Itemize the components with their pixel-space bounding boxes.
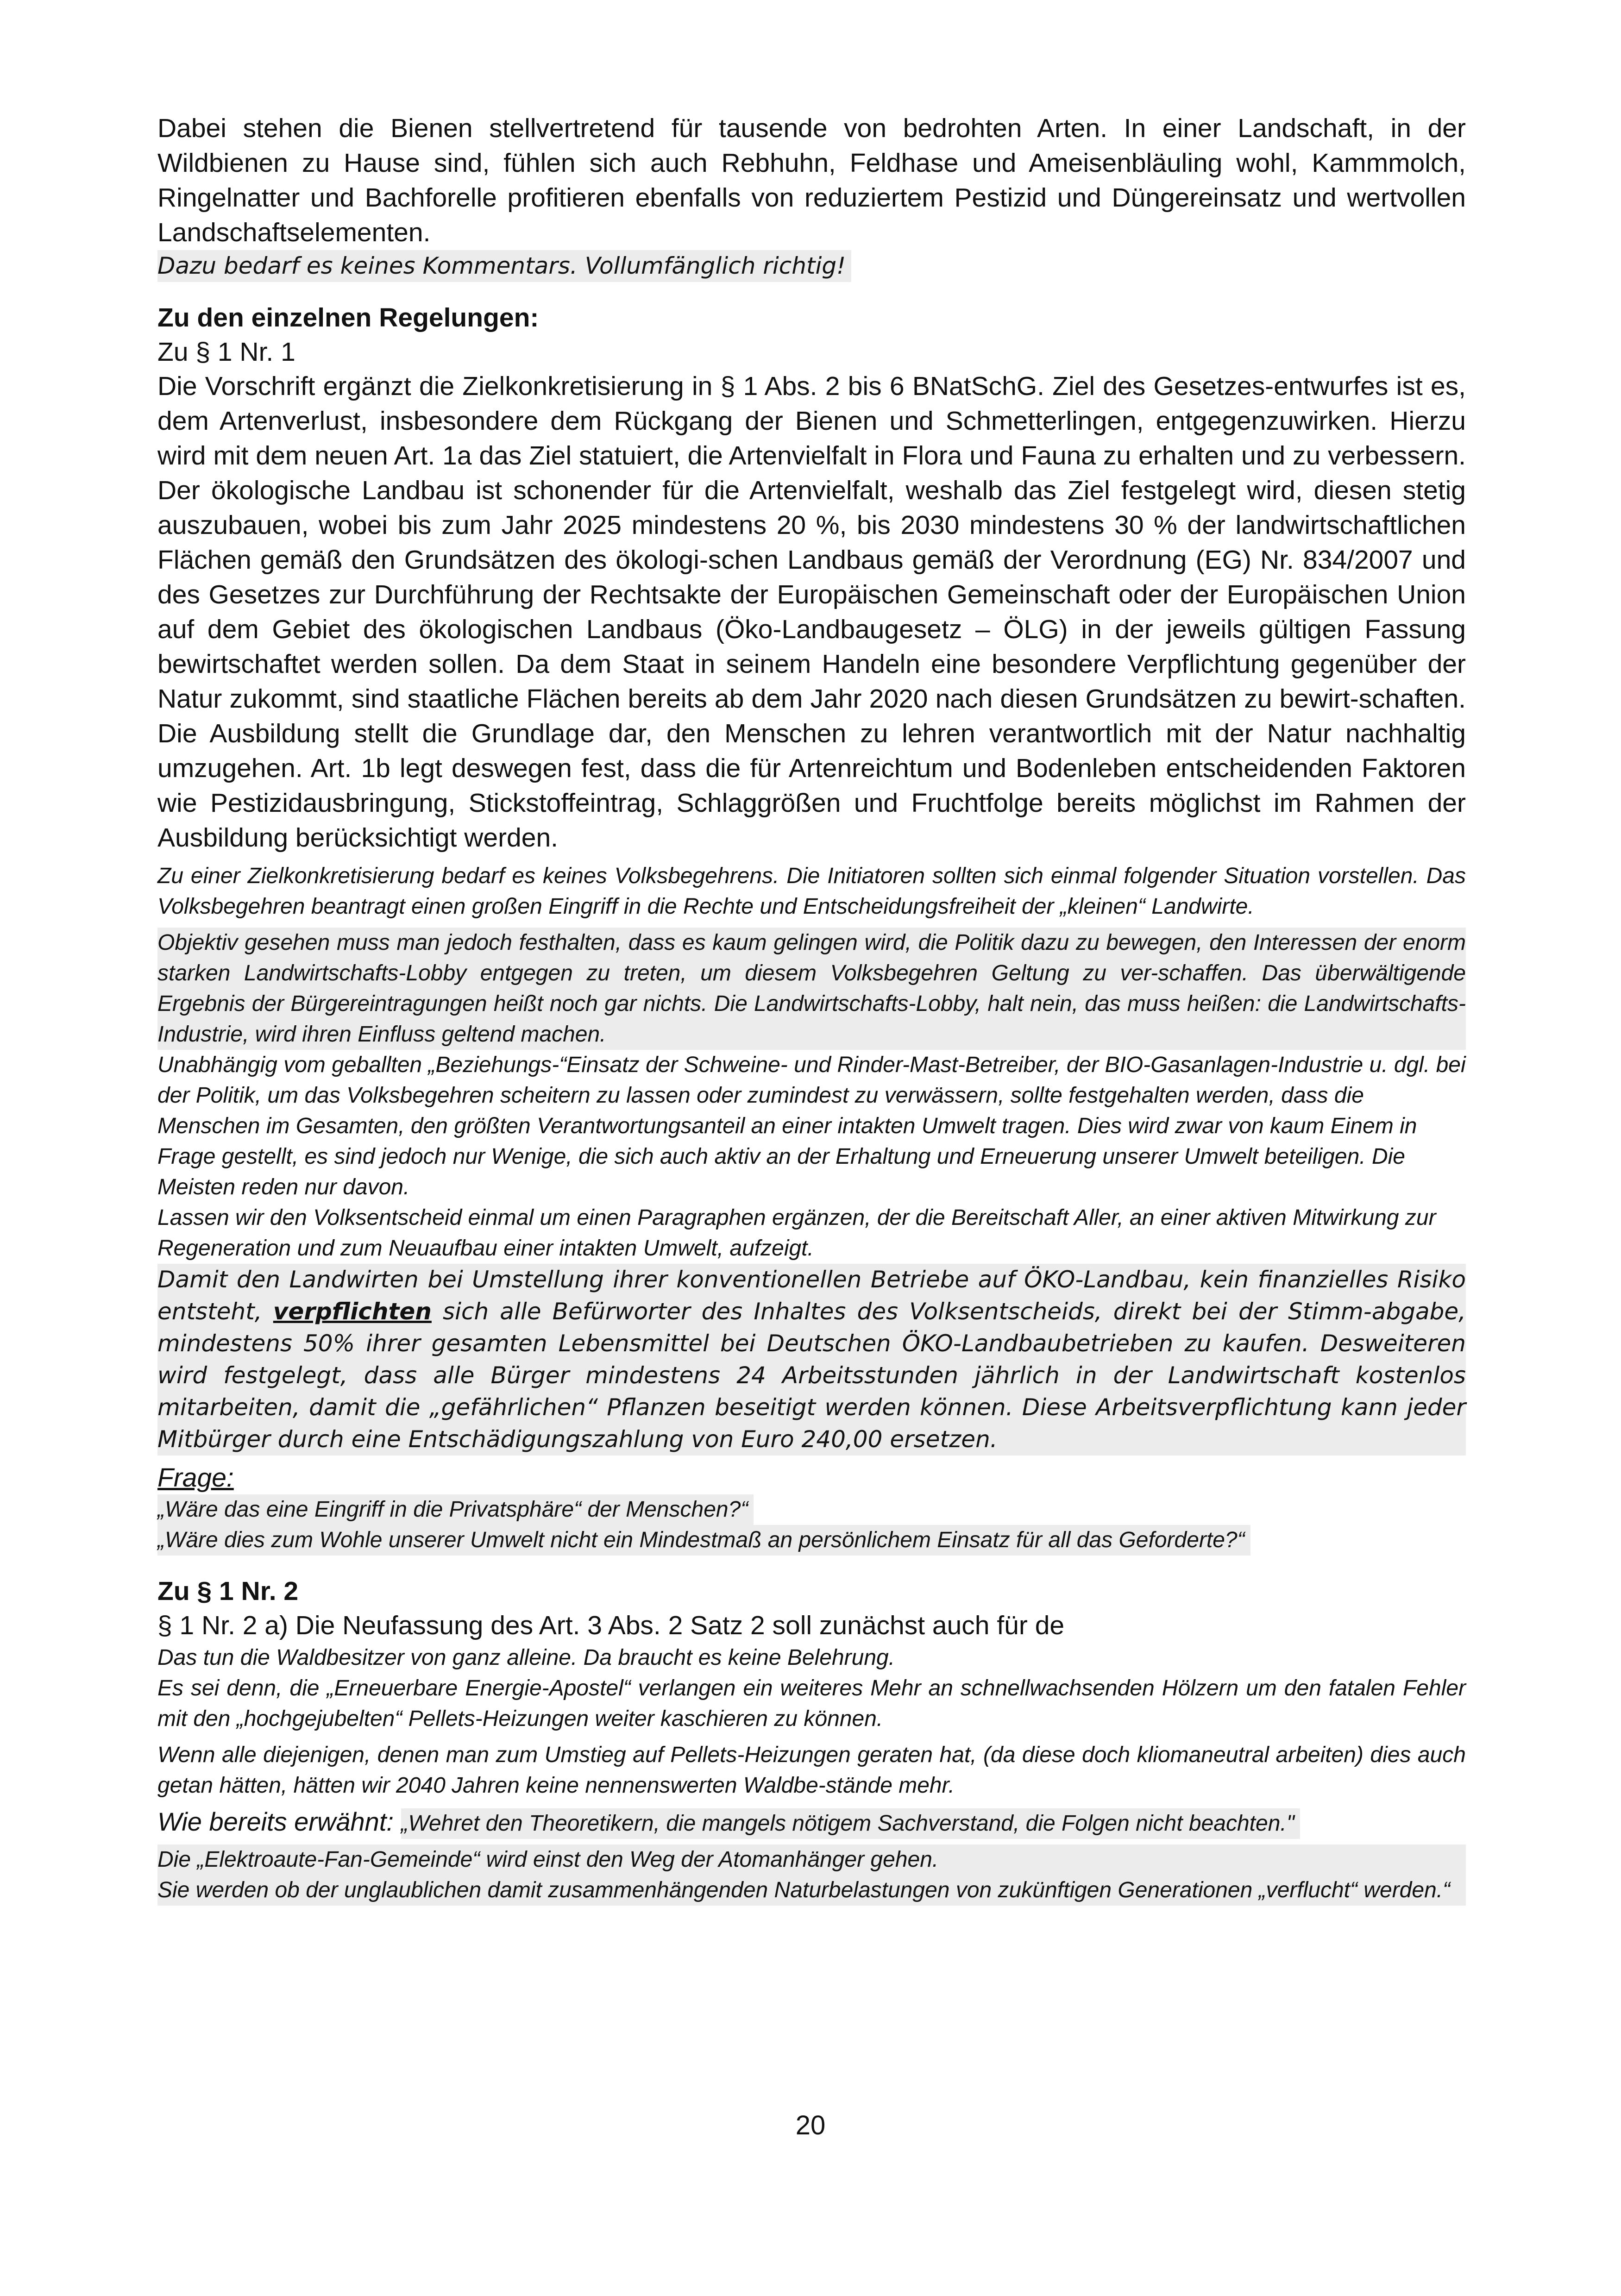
- emphasis-verpflichten: verpflichten: [273, 1298, 432, 1325]
- quote-lead: Wie bereits erwähnt:: [157, 1807, 401, 1836]
- comment-energie-apostel: Es sei denn, die „Erneuerbare Energie-Apostel“ verlangen ein weiteres Mehr an schnellwachsenden Hölzern um den fatalen Fehler mit den „hochgejubelten“ Pellets-Heizungen weiter kaschieren zu können.: [157, 1676, 1466, 1731]
- frage-label: Frage:: [157, 1463, 234, 1493]
- comment-elektroauto: Die „Elektroaute-Fan-Gemeinde“ wird einst den Weg der Atomanhänger gehen.: [157, 1844, 1466, 1875]
- comment-pellets: Wenn alle diejenigen, denen man zum Umstieg auf Pellets-Heizungen geraten hat, (da diese doch kliomaneutral arbeiten) dies auch getan hätten, hätten wir 2040 Jahren keine nennenswerten Waldbe-stände mehr.: [157, 1743, 1466, 1798]
- comment-waldbesitzer: Das tun die Waldbesitzer von ganz alleine. Da braucht es keine Belehrung.: [157, 1645, 895, 1670]
- comment-lobby: Objektiv gesehen muss man jedoch festhalten, dass es kaum gelingen wird, die Politik dazu zu bewegen, den Interessen der enorm starken Landwirtschafts-Lobby entgegen zu treten, um diesem Volksbegehren Geltung zu ver-schaffen. Das überwältigende Ergebnis der Bürgereintragungen heißt noch gar nichts. Die Landwirtschafts-Lobby, halt nein, das muss heißen: die Landwirtschafts-Industrie, wird ihren Einfluss geltend machen.: [157, 928, 1466, 1050]
- comment-paragraph-ergaenzung: Lassen wir den Volksentscheid einmal um einen Paragraphen ergänzen, der die Bereitschaft Aller, an einer aktiven Mitwirkung zur Regeneration und zum Neuaufbau einer intakten Umwelt, aufzeigt.: [157, 1205, 1436, 1261]
- comment-beziehungs-einsatz: Unabhängig vom geballten „Beziehungs-“Einsatz der Schweine- und Rinder-Mast-Betreiber, der BIO-Gasanlagen-Industrie u. dgl. bei der Politik, um das Volksbegehren scheitern zu lassen oder zumindest zu verwässern, sollte festgehalten werden, dass die Menschen im Gesamten, den größten Verantwortungsanteil an einer intakten Umwelt tragen. Dies wird zwar von kaum Einem in Frage gestellt, es sind jedoch nur Wenige, die sich auch aktiv an der Erhaltung und Erneuerung unserer Umwelt beteiligen. Die Meisten reden nur davon.: [157, 1053, 1466, 1199]
- quote-line: [157, 1807, 1466, 1839]
- frage-1: „Wäre das eine Eingriff in die Privatsphäre“ der Menschen?“: [157, 1494, 754, 1525]
- intro-comment: Dazu bedarf es keines Kommentars. Vollumfänglich richtig!: [157, 250, 851, 282]
- section-heading: Zu den einzelnen Regelungen:: [157, 303, 539, 332]
- section1-paragraph: Die Vorschrift ergänzt die Zielkonkretisierung in § 1 Abs. 2 bis 6 BNatSchG. Ziel des Gesetzes-entwurfes ist es, dem Artenverlust, insbesondere dem Rückgang der Bienen und Schmetterlingen, entgegenzuwirken. Hierzu wird mit dem neuen Art. 1a das Ziel statuiert, die Artenvielfalt in Flora und Fauna zu erhalten und zu verbessern. Der ökologische Landbau ist schonender für die Artenvielfalt, weshalb das Ziel festgelegt wird, diesen stetig auszubauen, wobei bis zum Jahr 2025 mindestens 20 %, bis 2030 mindestens 30 % der landwirtschaftlichen Flächen gemäß den Grundsätzen des ökologi-schen Landbaus gemäß der Verordnung (EG) Nr. 834/2007 und des Gesetzes zur Durchführung der Rechtsakte der Europäischen Gemeinschaft oder der Europäischen Union auf dem Gebiet des ökologischen Landbaus (Öko-Landbaugesetz – ÖLG) in der jeweils gültigen Fassung bewirtschaftet werden sollen. Da dem Staat in seinem Handeln eine besondere Verpflichtung gegenüber der Natur zukommt, sind staatliche Flächen bereits ab dem Jahr 2020 nach diesen Grundsätzen zu bewirt-schaften. Die Ausbildung stellt die Grundlage dar, den Menschen zu lehren verantwortlich mit der Natur nachhaltig umzugehen. Art. 1b legt deswegen fest, dass die für Artenreichtum und Bodenleben entscheidenden Faktoren wie Pestizidausbringung, Stickstoffeintrag, Schlaggrößen und Fruchtfolge bereits möglichst im Rahmen der Ausbildung berücksichtigt werden.: [157, 371, 1466, 853]
- section-subheading: Zu § 1 Nr. 1: [157, 337, 295, 367]
- page-number: 20: [795, 2110, 826, 2140]
- section2-paragraph: § 1 Nr. 2 a) Die Neufassung des Art. 3 Abs. 2 Satz 2 soll zunächst auch für de: [157, 1611, 1065, 1640]
- quote-text: „Wehret den Theoretikern, die mangels nötigem Sachverstand, die Folgen nicht beachten.": [401, 1808, 1300, 1839]
- comment-zielkonkretisierung: Zu einer Zielkonkretisierung bedarf es keines Volksbegehrens. Die Initiatoren sollten sich einmal folgender Situation vorstellen. Das Volksbegehren beantragt einen großen Eingriff in die Rechte und Entscheidungsfreiheit der „kleinen“ Landwirte.: [157, 864, 1466, 919]
- comment-verflucht: Sie werden ob der unglaublichen damit zusammenhängenden Naturbelastungen von zukünftigen Generationen „verflucht“ werden.“: [157, 1875, 1466, 1906]
- comment-verpflichtung: Damit den Landwirten bei Umstellung ihrer konventionellen Betriebe auf ÖKO-Landbau, kein finanzielles Risiko entsteht, verpflichten sich alle Befürworter des Inhaltes des Volksentscheids, direkt bei der Stimm-abgabe, mindestens 50% ihrer gesamten Lebensmittel bei Deutschen ÖKO-Landbaubetrieben zu kaufen. Desweiteren wird festgelegt, dass alle Bürger mindestens 24 Arbeitsstunden jährlich in der Landwirtschaft kostenlos mitarbeiten, damit die „gefährlichen“ Pflanzen beseitigt werden können. Diese Arbeitsverpflichtung kann jeder Mitbürger durch eine Entschädigungszahlung von Euro 240,00 ersetzen.: [157, 1264, 1466, 1455]
- intro-paragraph: Dabei stehen die Bienen stellvertretend für tausende von bedrohten Arten. In einer Landschaft, in der Wildbienen zu Hause sind, fühlen sich auch Rebhuhn, Feldhase und Ameisenbläuling wohl, Kammmolch, Ringelnatter und Bachforelle profitieren ebenfalls von reduziertem Pestizid und Düngereinsatz und wertvollen Landschaftselementen.: [157, 113, 1466, 247]
- document-page: [157, 111, 1466, 1906]
- frage-2: „Wäre dies zum Wohle unserer Umwelt nicht ein Mindestmaß an persönlichem Einsatz für all das Geforderte?“: [157, 1525, 1250, 1556]
- section2-heading: Zu § 1 Nr. 2: [157, 1576, 299, 1606]
